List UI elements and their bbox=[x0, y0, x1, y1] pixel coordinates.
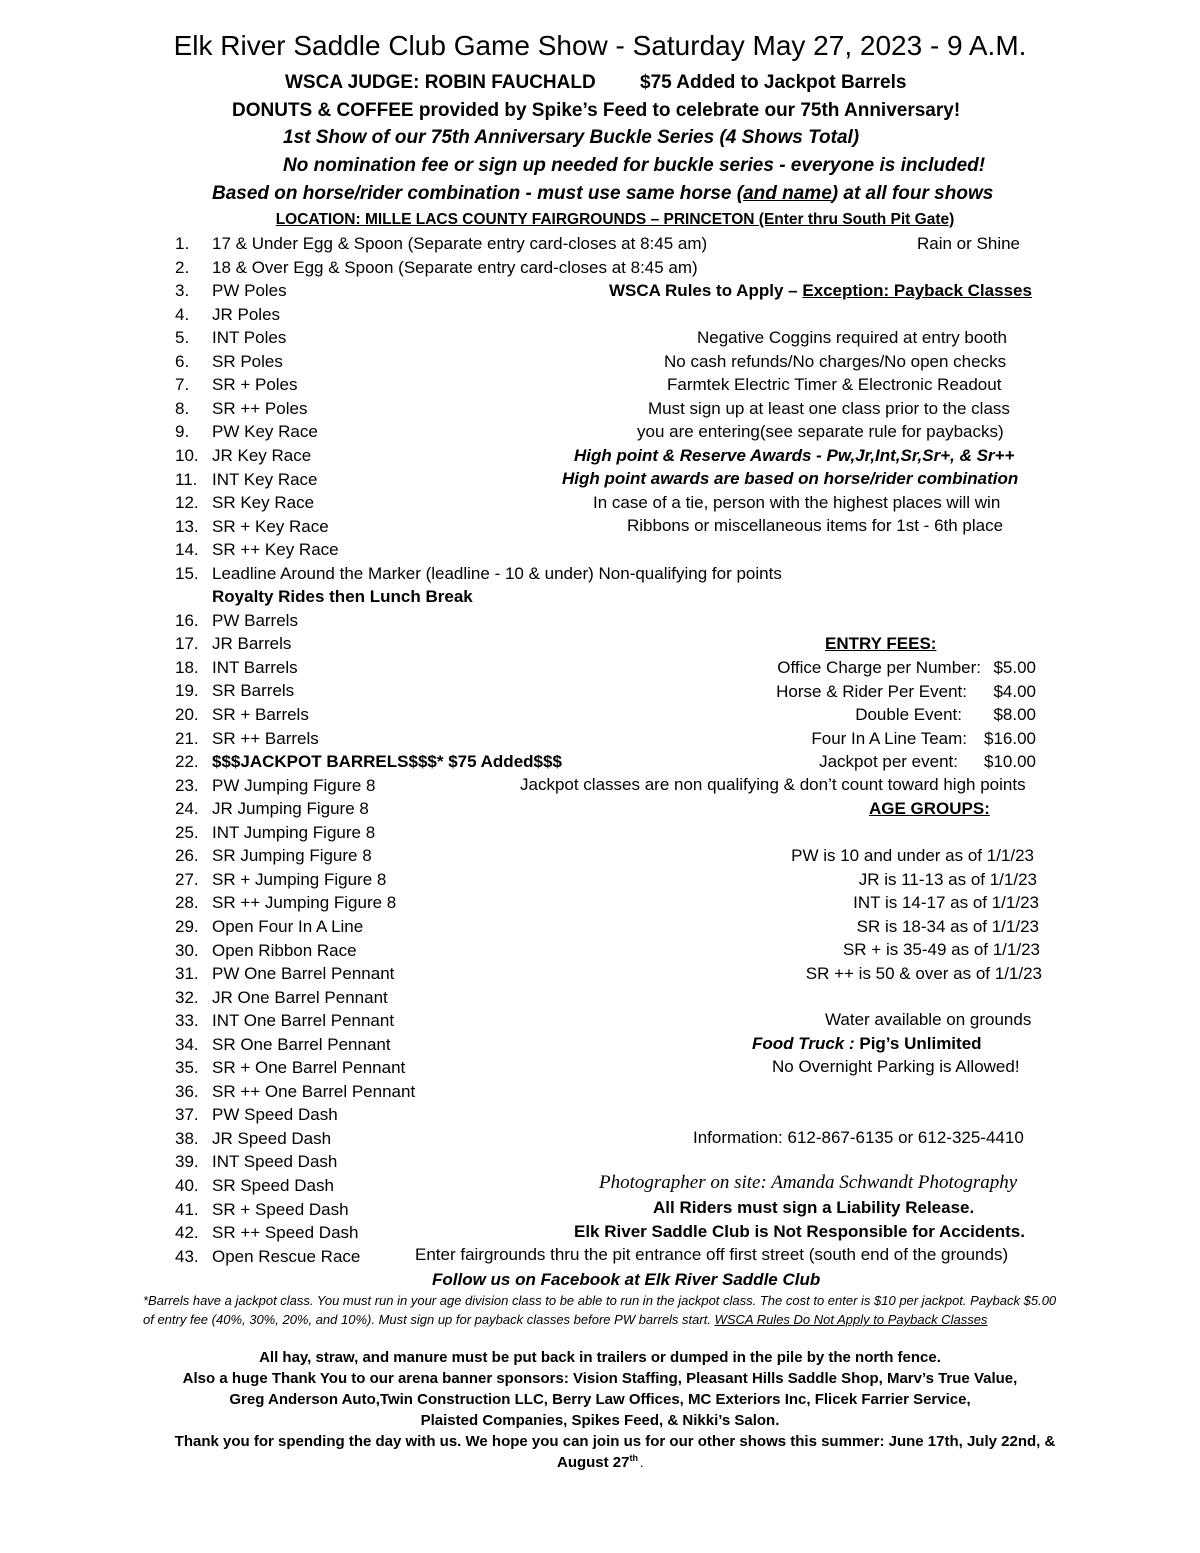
class-name: $$$JACKPOT BARRELS$$$* $75 Added$$$ bbox=[212, 752, 562, 772]
added-line: $75 Added to Jackpot Barrels bbox=[640, 72, 907, 93]
class-row bbox=[0, 774, 376, 798]
fee-amount: $5.00 bbox=[993, 658, 1036, 677]
combination-text-b: ) at all four shows bbox=[831, 183, 994, 204]
farmtek-note: Farmtek Electric Timer & Electronic Readout bbox=[667, 375, 1002, 394]
highpoint-note-2: High point awards are based on horse/rider combination bbox=[562, 469, 1019, 488]
class-number: 42. bbox=[175, 1223, 199, 1243]
class-row bbox=[0, 1221, 359, 1245]
judge-line: WSCA JUDGE: ROBIN FAUCHALD bbox=[285, 72, 596, 93]
ribbons-note: Ribbons or miscellaneous items for 1st - 6th place bbox=[627, 516, 1004, 535]
age-group: PW is 10 and under as of 1/1/23 bbox=[791, 846, 1034, 865]
combination-text-underlined: and name bbox=[743, 183, 832, 204]
class-name: JR Speed Dash bbox=[212, 1128, 332, 1148]
class-number: 3. bbox=[175, 281, 190, 301]
class-number: 35. bbox=[175, 1058, 199, 1078]
class-number: 7. bbox=[175, 375, 190, 395]
facebook-line: Follow us on Facebook at Elk River Saddle Club bbox=[432, 1270, 821, 1289]
class-row bbox=[0, 703, 309, 727]
class-row bbox=[0, 326, 287, 350]
fee-amount: $4.00 bbox=[993, 681, 1036, 701]
class-name: SR ++ Speed Dash bbox=[212, 1223, 359, 1243]
class-number: 28. bbox=[175, 893, 199, 913]
age-group: INT is 14-17 as of 1/1/23 bbox=[853, 893, 1039, 913]
class-name: SR Key Race bbox=[212, 493, 315, 513]
class-number: 5. bbox=[175, 328, 190, 348]
combination-line bbox=[212, 183, 993, 205]
class-row bbox=[0, 891, 397, 915]
class-row bbox=[0, 1245, 361, 1269]
class-name: INT Barrels bbox=[212, 657, 298, 677]
class-number: 22. bbox=[175, 752, 199, 772]
class-name: SR Jumping Figure 8 bbox=[212, 846, 372, 866]
class-number: 37. bbox=[175, 1105, 199, 1125]
class-number: 26. bbox=[175, 846, 199, 866]
class-row bbox=[0, 279, 287, 303]
class-number: 19. bbox=[175, 681, 199, 701]
class-row bbox=[0, 256, 698, 280]
class-name: JR Barrels bbox=[212, 634, 292, 654]
class-name: PW One Barrel Pennant bbox=[212, 964, 395, 984]
class-row bbox=[0, 373, 298, 397]
age-group: JR is 11-13 as of 1/1/23 bbox=[858, 869, 1037, 889]
class-row bbox=[0, 939, 357, 963]
class-number: 24. bbox=[175, 799, 199, 819]
class-name: 18 & Over Egg & Spoon (Separate entry card-closes at 8:45 am) bbox=[212, 257, 698, 277]
class-name: SR + Jumping Figure 8 bbox=[212, 869, 387, 889]
class-number: 8. bbox=[175, 398, 190, 418]
entry-fees-title: ENTRY FEES: bbox=[825, 634, 937, 653]
class-name: Open Four In A Line bbox=[212, 916, 364, 936]
class-row bbox=[0, 868, 387, 892]
class-row bbox=[0, 1150, 338, 1174]
class-number: 18. bbox=[175, 657, 199, 677]
class-row bbox=[0, 303, 281, 327]
class-number: 29. bbox=[175, 916, 199, 936]
class-number: 11. bbox=[175, 469, 198, 489]
food-truck-label: Food Truck : bbox=[752, 1034, 855, 1053]
rain-note: Rain or Shine bbox=[917, 234, 1021, 253]
class-row bbox=[0, 656, 298, 680]
class-number: 12. bbox=[175, 493, 199, 513]
hay-line: All hay, straw, and manure must be put back in trailers or dumped in the pile by the north fence. bbox=[259, 1349, 941, 1366]
class-number: 9. bbox=[175, 422, 190, 442]
class-name: SR One Barrel Pennant bbox=[212, 1034, 391, 1054]
class-number: 30. bbox=[175, 940, 199, 960]
class-number: 31. bbox=[175, 964, 199, 984]
fee-label: Office Charge per Number: bbox=[777, 658, 981, 677]
august-line bbox=[0, 1453, 1200, 1471]
footnote-underlined: WSCA Rules Do Not Apply to Payback Classes bbox=[714, 1312, 988, 1327]
liability-note: All Riders must sign a Liability Release. bbox=[653, 1198, 975, 1217]
fee-label: Double Event: bbox=[855, 705, 962, 725]
class-name: SR Poles bbox=[212, 351, 283, 371]
rules-text: WSCA Rules to Apply – bbox=[609, 281, 803, 300]
class-row bbox=[0, 585, 473, 609]
barrels-footnote bbox=[143, 1291, 1063, 1329]
class-row bbox=[0, 1174, 334, 1198]
class-row bbox=[0, 1080, 416, 1104]
class-name: SR ++ Poles bbox=[212, 398, 308, 418]
food-truck-value: Pig’s Unlimited bbox=[854, 1034, 982, 1053]
class-row bbox=[0, 1103, 338, 1127]
class-name: SR ++ Jumping Figure 8 bbox=[212, 893, 397, 913]
signup-note-1: Must sign up at least one class prior to the class bbox=[648, 399, 1010, 418]
signup-note-2: you are entering(see separate rule for paybacks) bbox=[637, 422, 1004, 441]
class-row bbox=[0, 444, 312, 468]
class-number: 32. bbox=[175, 987, 199, 1007]
location-line: LOCATION: MILLE LACS COUNTY FAIRGROUNDS – PRINCETON (Enter thru South Pit Gate) bbox=[275, 211, 955, 228]
class-number: 21. bbox=[175, 728, 199, 748]
class-name: PW Poles bbox=[212, 281, 287, 301]
class-number: 36. bbox=[175, 1081, 199, 1101]
fee-label: Four In A Line Team: bbox=[811, 728, 967, 748]
class-number: 13. bbox=[175, 516, 199, 536]
class-row bbox=[0, 562, 782, 586]
photographer-note: Photographer on site: Amanda Schwandt Photography bbox=[599, 1172, 1018, 1193]
rules-exception: Exception: Payback Classes bbox=[802, 281, 1032, 300]
enter-note: Enter fairgrounds thru the pit entrance off first street (south end of the grounds) bbox=[415, 1245, 1009, 1264]
class-number: 17. bbox=[175, 634, 199, 654]
class-row bbox=[0, 962, 395, 986]
class-name: INT One Barrel Pennant bbox=[212, 1011, 395, 1031]
fee-label: Jackpot per event: bbox=[819, 752, 958, 772]
class-row bbox=[0, 986, 388, 1010]
august-text: August 27 bbox=[556, 1454, 630, 1471]
thanks-line: Thank you for spending the day with us. We hope you can join us for our other shows this summer: June 17th, July 22nd, & bbox=[174, 1433, 1056, 1450]
class-row bbox=[0, 232, 708, 256]
class-name: INT Jumping Figure 8 bbox=[212, 822, 376, 842]
class-number: 41. bbox=[175, 1199, 199, 1219]
class-row bbox=[0, 1056, 406, 1080]
page-title: Elk River Saddle Club Game Show - Saturday May 27, 2023 - 9 A.M. bbox=[173, 30, 1027, 61]
class-name: JR One Barrel Pennant bbox=[212, 987, 388, 1007]
class-number: 20. bbox=[175, 705, 199, 724]
class-name: SR Barrels bbox=[212, 681, 295, 701]
class-number: 2. bbox=[175, 257, 190, 277]
fee-label: Horse & Rider Per Event: bbox=[776, 681, 967, 701]
donuts-line: DONUTS & COFFEE provided by Spike’s Feed to celebrate our 75th Anniversary! bbox=[232, 100, 961, 121]
class-name: PW Jumping Figure 8 bbox=[212, 775, 376, 795]
class-row bbox=[0, 727, 319, 751]
class-name: Open Rescue Race bbox=[212, 1246, 361, 1266]
class-row bbox=[0, 538, 339, 562]
class-name: 17 & Under Egg & Spoon (Separate entry card-closes at 8:45 am) bbox=[212, 234, 708, 253]
class-number: 6. bbox=[175, 351, 190, 371]
class-name: SR + Poles bbox=[212, 375, 298, 395]
august-end: . bbox=[638, 1459, 644, 1469]
class-row bbox=[0, 397, 308, 421]
class-row bbox=[0, 1009, 395, 1033]
class-row bbox=[0, 609, 298, 633]
class-name: SR ++ Key Race bbox=[212, 540, 339, 560]
class-name: PW Barrels bbox=[212, 610, 298, 630]
class-row bbox=[0, 1198, 349, 1222]
water-note: Water available on grounds bbox=[825, 1010, 1032, 1029]
class-row bbox=[0, 844, 372, 868]
class-number: 23. bbox=[175, 775, 199, 795]
class-name: SR + One Barrel Pennant bbox=[212, 1058, 406, 1078]
class-name: JR Poles bbox=[212, 304, 281, 324]
series-line: 1st Show of our 75th Anniversary Buckle Series (4 Shows Total) bbox=[283, 127, 860, 148]
class-row bbox=[0, 1127, 332, 1151]
class-name: SR + Speed Dash bbox=[212, 1199, 349, 1219]
class-number: 4. bbox=[175, 304, 190, 324]
class-name: PW Key Race bbox=[212, 422, 318, 442]
class-name: SR + Key Race bbox=[212, 516, 329, 536]
class-name: JR Jumping Figure 8 bbox=[212, 799, 369, 819]
class-name: SR ++ One Barrel Pennant bbox=[212, 1081, 416, 1101]
class-number: 25. bbox=[175, 822, 199, 842]
fee-amount: $8.00 bbox=[993, 705, 1036, 725]
class-number: 39. bbox=[175, 1152, 199, 1172]
august-suffix: th bbox=[629, 1453, 638, 1463]
class-name: INT Poles bbox=[212, 328, 287, 348]
class-row bbox=[0, 420, 318, 444]
class-number: 15. bbox=[175, 563, 199, 583]
age-groups-title: AGE GROUPS: bbox=[869, 799, 990, 818]
food-truck-note bbox=[752, 1032, 982, 1056]
class-row bbox=[0, 350, 283, 374]
class-name: Leadline Around the Marker (leadline - 10 & under) Non-qualifying for points bbox=[212, 563, 782, 583]
class-number: 16. bbox=[175, 610, 199, 630]
tie-note: In case of a tie, person with the highest places will win bbox=[593, 493, 1001, 512]
class-name: SR + Barrels bbox=[212, 705, 309, 724]
class-name: Royalty Rides then Lunch Break bbox=[212, 587, 473, 607]
parking-note: No Overnight Parking is Allowed! bbox=[772, 1057, 1020, 1076]
combination-text-a: Based on horse/rider combination - must use same horse ( bbox=[212, 183, 744, 204]
class-number: 14. bbox=[175, 540, 199, 560]
class-name: INT Speed Dash bbox=[212, 1152, 338, 1172]
fee-amount: $16.00 bbox=[984, 728, 1036, 748]
coggins-note: Negative Coggins required at entry booth bbox=[697, 328, 1007, 347]
highpoint-note: High point & Reserve Awards - Pw,Jr,Int,Sr,Sr+, & Sr++ bbox=[574, 446, 1015, 465]
age-group: SR is 18-34 as of 1/1/23 bbox=[856, 916, 1039, 936]
class-name: SR ++ Barrels bbox=[212, 728, 319, 748]
class-name: PW Speed Dash bbox=[212, 1105, 338, 1125]
class-row bbox=[0, 1033, 391, 1057]
class-number: 34. bbox=[175, 1034, 199, 1054]
fee-amount: $10.00 bbox=[984, 752, 1036, 772]
class-name: JR Key Race bbox=[212, 445, 312, 465]
class-row bbox=[0, 821, 376, 845]
class-row bbox=[0, 468, 318, 492]
sponsors-line-3: Plaisted Companies, Spikes Feed, & Nikki’s Salon. bbox=[420, 1412, 780, 1429]
class-name: INT Key Race bbox=[212, 469, 318, 489]
class-row bbox=[0, 750, 562, 774]
class-number: 10. bbox=[175, 445, 199, 465]
class-number: 33. bbox=[175, 1011, 199, 1031]
age-group: SR ++ is 50 & over as of 1/1/23 bbox=[805, 963, 1042, 983]
class-name: SR Speed Dash bbox=[212, 1176, 334, 1195]
class-name: Open Ribbon Race bbox=[212, 940, 357, 960]
class-row bbox=[0, 915, 364, 939]
rules-note bbox=[609, 279, 1032, 303]
footnote-text: *Barrels have a jackpot class. You must run in your age division class to be able to run in the jackpot class. The cost to enter is $10 per jackpot. Payback $5.00 of entry fee (40%, 30%, 20%, and 10%). Must sign up for payback classes before PW barrels start. bbox=[143, 1293, 1057, 1327]
class-number: 1. bbox=[175, 234, 190, 253]
jackpot-note: Jackpot classes are non qualifying & don’t count toward high points bbox=[520, 775, 1026, 794]
sponsors-line-1: Also a huge Thank You to our arena banner sponsors: Vision Staffing, Pleasant Hills Saddle Shop, Marv’s True Value, bbox=[182, 1370, 1018, 1387]
class-row bbox=[0, 679, 295, 703]
class-number: 40. bbox=[175, 1176, 199, 1195]
class-row bbox=[0, 797, 369, 821]
nomination-line: No nomination fee or sign up needed for buckle series - everyone is included! bbox=[283, 155, 986, 176]
class-row bbox=[0, 491, 315, 515]
age-group: SR + is 35-49 as of 1/1/23 bbox=[842, 940, 1040, 960]
sponsors-line-2: Greg Anderson Auto,Twin Construction LLC, Berry Law Offices, MC Exteriors Inc, Flicek Farrier Service, bbox=[229, 1391, 971, 1408]
class-number: 43. bbox=[175, 1246, 199, 1266]
class-row bbox=[0, 515, 329, 539]
responsible-note: Elk River Saddle Club is Not Responsible for Accidents. bbox=[574, 1222, 1025, 1241]
class-number: 27. bbox=[175, 869, 199, 889]
refunds-note: No cash refunds/No charges/No open checks bbox=[664, 352, 1007, 371]
class-number: 38. bbox=[175, 1128, 199, 1148]
information-note: Information: 612-867-6135 or 612-325-4410 bbox=[693, 1128, 1024, 1147]
class-row bbox=[0, 632, 292, 656]
